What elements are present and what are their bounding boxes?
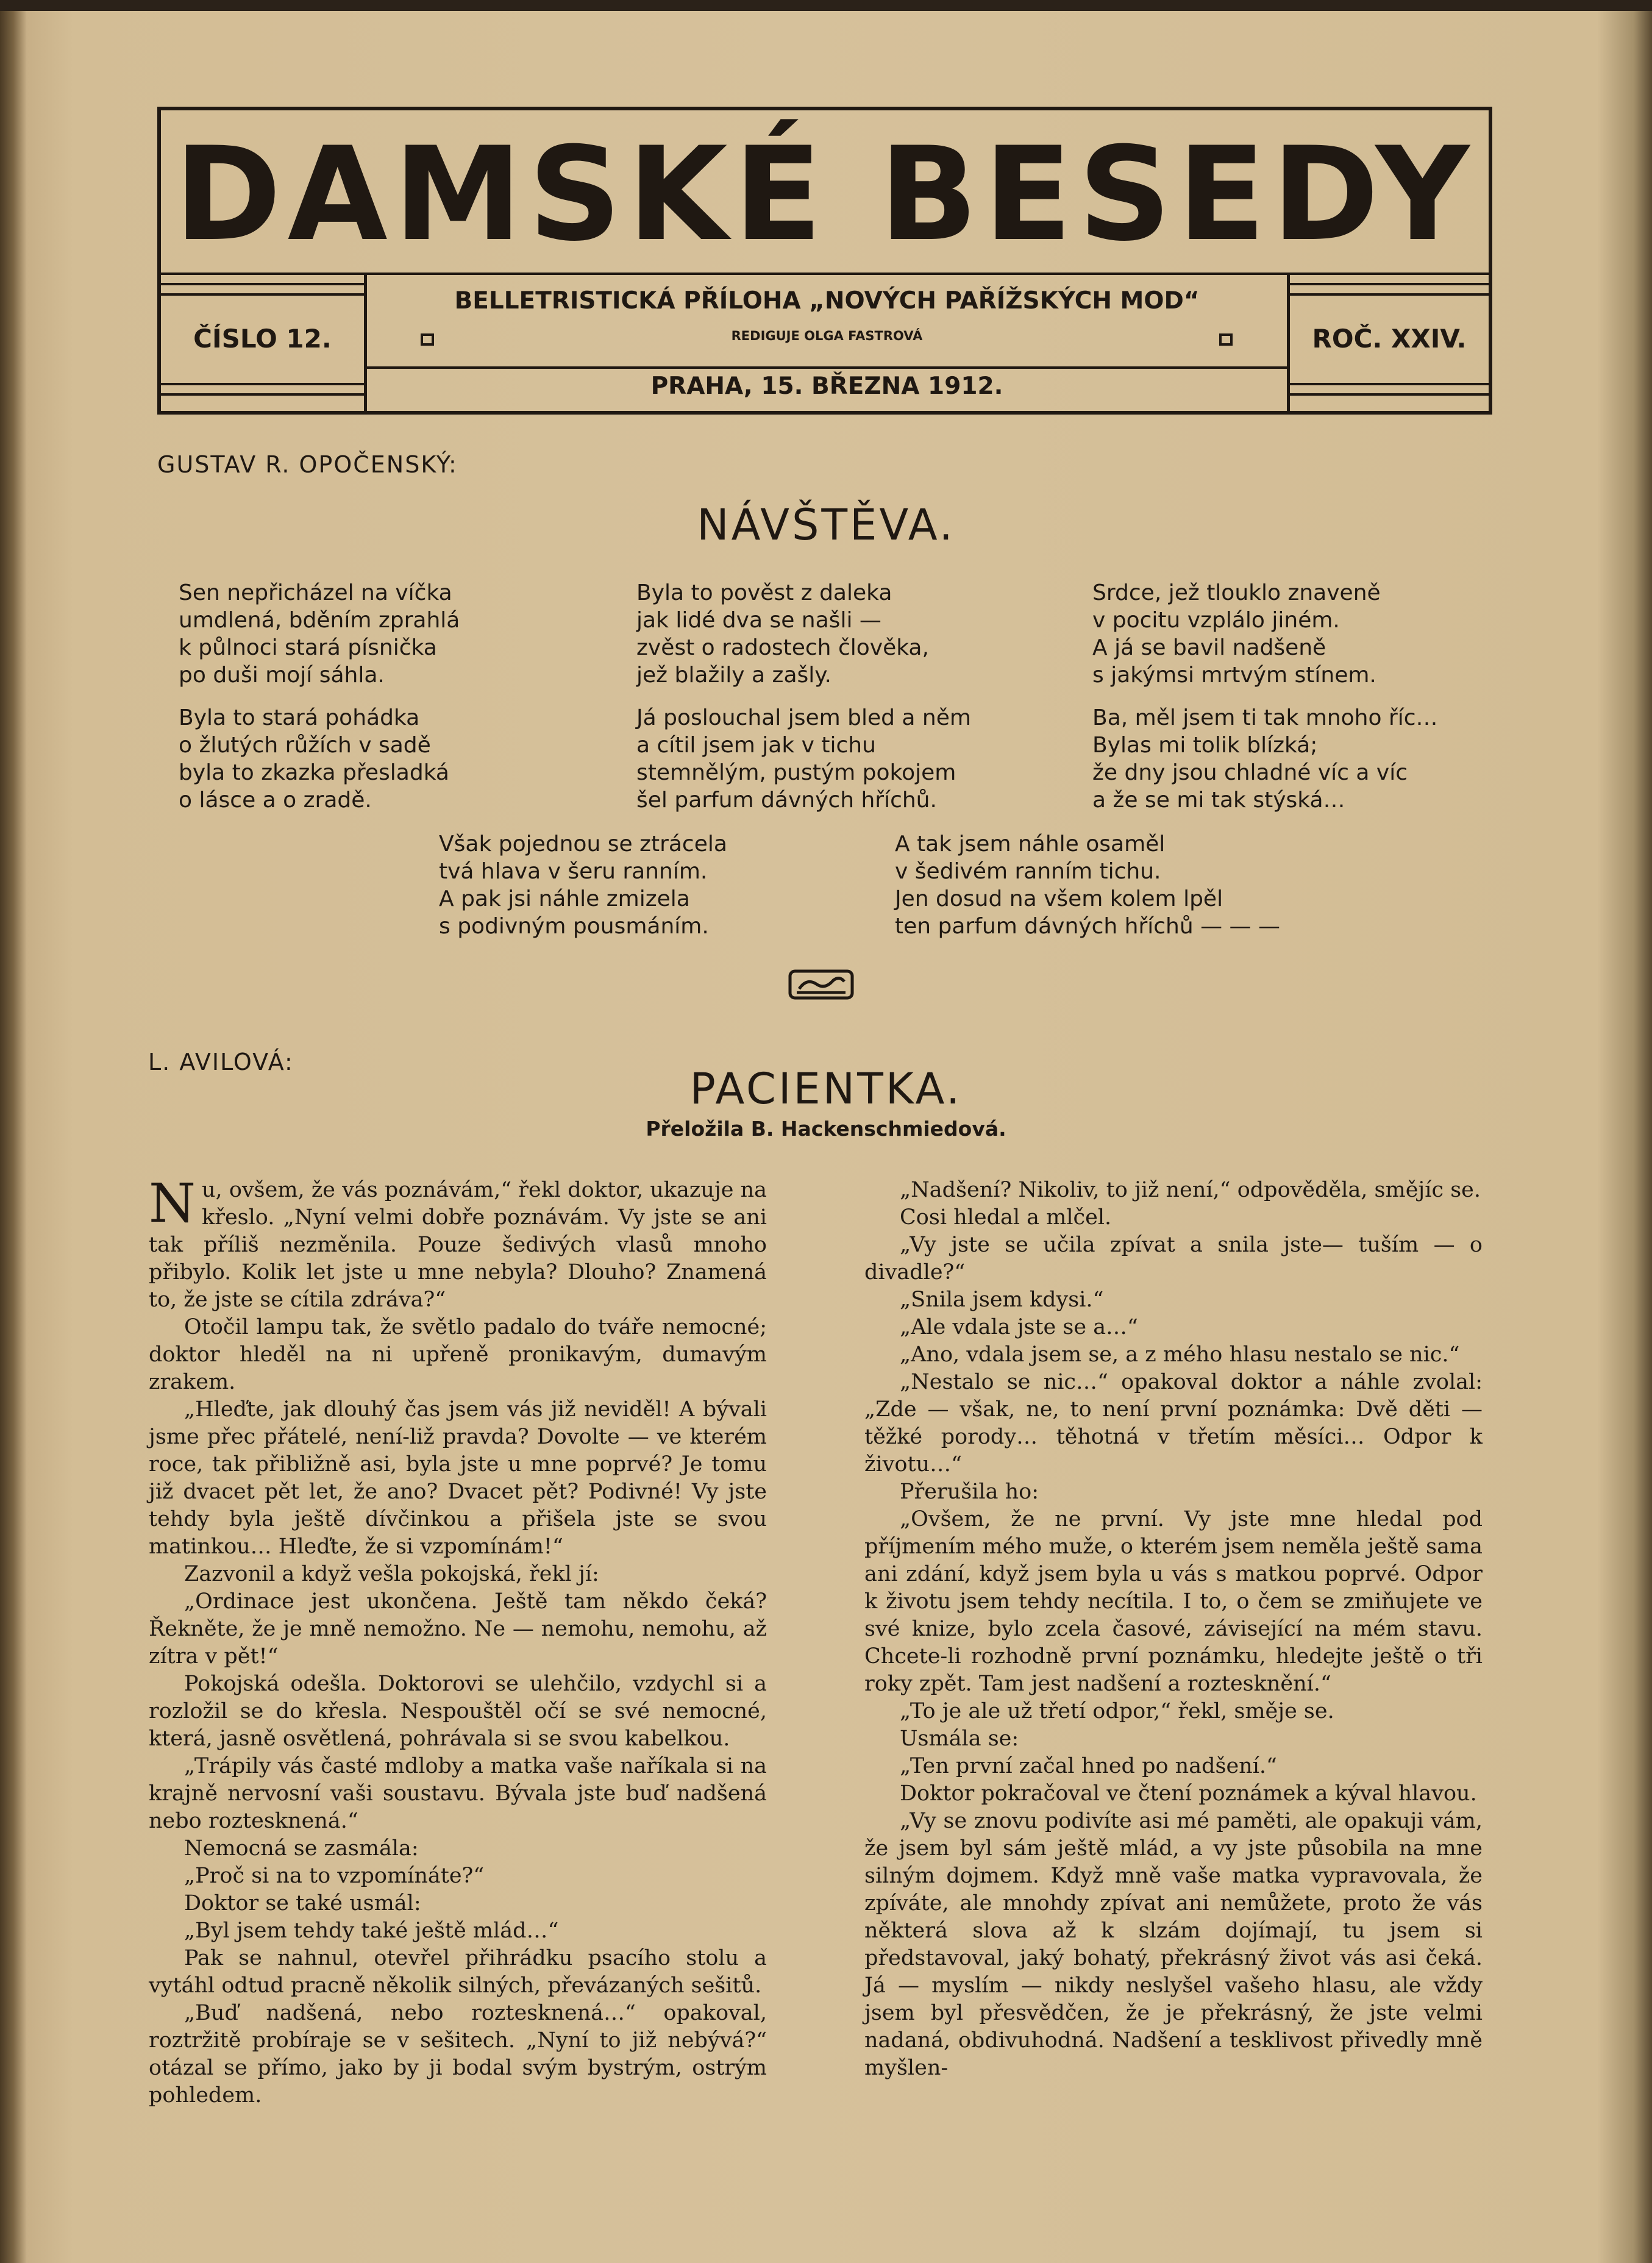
poem-title: NÁVŠTĚVA. — [697, 500, 955, 550]
paragraph: „Byl jsem tehdy také ještě mlád…“ — [184, 1919, 559, 1943]
story-right-column — [864, 1177, 1483, 2082]
place-date: PRAHA, 15. BŘEZNA 1912. — [650, 372, 1003, 400]
poem-line: Ba, měl jsem ti tak mnoho říc… — [1092, 705, 1438, 730]
poem-line: Byla to stará pohádka — [179, 705, 420, 730]
poem-line: A tak jsem náhle osaměl — [895, 832, 1166, 857]
paragraph: Přerušila ho: — [900, 1480, 1039, 1504]
poem-line: Však pojednou se ztrácela — [439, 832, 727, 857]
top-binding-strip — [0, 0, 1652, 11]
issue-number: ČÍSLO 12. — [193, 324, 332, 354]
rule — [161, 383, 364, 385]
paragraph: „Snila jsem kdysi.“ — [900, 1288, 1104, 1312]
story-author: L. AVILOVÁ: — [148, 1049, 294, 1075]
paragraph: Doktor pokračoval ve čtení poznámek a kýval hlavou. — [900, 1781, 1477, 1806]
paragraph: „Vy jste se učila zpívat a snila jste— tuším — o divadle?“ — [864, 1233, 1483, 1285]
poem-line: a že se mi tak stýská… — [1092, 788, 1345, 813]
poem-line: v šedivém ranním tichu. — [895, 859, 1161, 884]
paragraph: „Nestalo se nic…“ opakoval doktor a náhle zvolal: „Zde — však, ne, to není první poznámka: Dvě děti — těžké porody… těhotná v třetím měsíci… Odpor k životu…“ — [864, 1370, 1483, 1477]
poem-stanza — [179, 704, 449, 814]
paragraph: Nu, ovšem, že vás poznávám,“ řekl doktor, ukazuje na křeslo. „Nyní velmi dobře poznávám. Vy jste se ani tak příliš nezměnila. Pouze šedivých vlasů mnoho přibylo. Kolik let jste u mne nebyla? Dlouho? Znamená to, že jste se cítila zdráva?“ — [149, 1172, 767, 1312]
paragraph: „Buď nadšená, nebo roztesknená…“ opakoval, roztržitě probíraje se v sešitech. „Nyní to již nebývá?“ otázal se přímo, jako by ji bodal svým bystrým, ostrým pohledem. — [149, 2001, 767, 2108]
paragraph: „Vy se znovu podivíte asi mé paměti, ale opakuji vám, že jsem byl sám ještě mlád, a vy jste působila na mne silným dojmem. Když mně vaše matka vypravovala, že zpíváte, ale mnohdy zpívat ani nemůžete, proto že vás některá slova až k slzám dojímají, tu jsem si představoval, jaký bohatý, překrásný život vás asi čeká. Já — myslím — nikdy neslyšel vašeho hlasu, ale vždy jsem byl přesvědčen, že je překrásný, že jste velmi nadaná, obdivuhodná. Nadšení a tesklivost přivedly mně myšlen- — [864, 1809, 1483, 2080]
poem-stanza — [636, 579, 929, 689]
rule — [1290, 293, 1489, 296]
paragraph: „Proč si na to vzpomínáte?“ — [184, 1864, 485, 1888]
decorative-ornament-icon — [788, 969, 854, 1000]
paragraph: Zazvonil a když vešla pokojská, řekl jí: — [184, 1562, 599, 1586]
story-translator: Přeložila B. Hackenschmiedová. — [646, 1117, 1006, 1141]
rule — [1290, 283, 1489, 285]
masthead-title: DAMSKÉ BESEDY — [174, 119, 1476, 269]
paragraph: „Ten první začal hned po nadšení.“ — [900, 1754, 1277, 1778]
paragraph: Otočil lampu tak, že světlo padalo do tváře nemocné; doktor hleděl na ni upřeně pronikavým, dumavým zrakem. — [149, 1315, 767, 1394]
story-left-column — [149, 1172, 767, 2109]
poem-line: tvá hlava v šeru ranním. — [439, 859, 708, 884]
editor-line: REDIGUJE OLGA FASTROVÁ — [731, 329, 923, 343]
volume: ROČ. XXIV. — [1312, 324, 1467, 354]
poem-line: o lásce a o zradě. — [179, 788, 372, 813]
rule — [1290, 393, 1489, 396]
poem-line: po duši mojí sáhla. — [179, 663, 385, 688]
rule — [1290, 383, 1489, 385]
paragraph: „Trápily vás časté mdloby a matka vaše naříkala si na krajně nervosní vaši soustavu. Bývala jste buď nadšená nebo roztesknená.“ — [149, 1754, 767, 1833]
poem-line: Srdce, jež tlouklo znaveně — [1092, 580, 1381, 605]
poem-stanza — [895, 830, 1280, 940]
rule — [161, 293, 364, 296]
poem-stanza — [1092, 579, 1381, 689]
paragraph: „To je ale už třetí odpor,“ řekl, směje se. — [900, 1699, 1334, 1723]
paragraph: „Hleďte, jak dlouhý čas jsem vás již neviděl! A bývali jsme přec přátelé, není-liž pravda? Dovolte — ve kterém roce, tak přibližně asi, byla jste u mne poprvé? Je tomu již dvacet pět let, že ano? Dvacet pět? Podivné! Vy jste tehdy byla ještě dívčinkou a přišela jste se svou matinkou… Hleďte, že si vzpomínám!“ — [149, 1397, 767, 1559]
poem-stanza — [636, 704, 971, 814]
poem-line: ten parfum dávných hříchů — — — — [895, 914, 1281, 939]
poem-line: že dny jsou chladné víc a víc — [1092, 760, 1408, 785]
paragraph: „Ano, vdala jsem se, a z mého hlasu nestalo se nic.“ — [900, 1342, 1460, 1367]
paragraph: Pokojská odešla. Doktorovi se ulehčilo, vzdychl si a rozložil se do křesla. Nespouštěl očí se své nemocné, která, jasně osvětlená, pohrávala si se svou kabelkou. — [149, 1672, 767, 1751]
paragraph: Usmála se: — [900, 1727, 1019, 1751]
square-ornament — [1219, 333, 1233, 346]
masthead — [157, 107, 1492, 415]
poem-line: Byla to pověst z daleka — [636, 580, 892, 605]
poem-stanza — [439, 830, 727, 940]
paragraph: „Nadšení? Nikoliv, to již není,“ odpověděla, smějíc se. — [900, 1178, 1481, 1202]
rule — [161, 393, 364, 396]
story-title: PACIENTKA. — [689, 1064, 963, 1114]
poem-line: šel parfum dávných hříchů. — [636, 788, 937, 813]
paragraph: Doktor se také usmál: — [184, 1891, 421, 1916]
rule — [161, 283, 364, 285]
poem-line: s podivným pousmáním. — [439, 914, 709, 939]
poem-author: GUSTAV R. OPOČENSKÝ: — [157, 451, 458, 478]
paragraph: Pak se nahnul, otevřel přihrádku psacího stolu a vytáhl odtud pracně několik silných, převázaných sešitů. — [149, 1946, 767, 1998]
poem-line: Jen dosud na všem kolem lpěl — [895, 886, 1223, 911]
paragraph: „Ordinace jest ukončena. Ještě tam někdo čeká? Řekněte, že je mně nemožno. Ne — nemohu, nemohu, až zítra v pět!“ — [149, 1589, 767, 1669]
rule — [367, 366, 1287, 369]
poem-line: o žlutých růžích v sadě — [179, 733, 431, 758]
paragraph: „Ovšem, že ne první. Vy jste mne hledal pod příjmením mého muže, o kterém jsem neměla ještě sama ani zdání, když jsem byla u vás s matkou poprvé. Odpor k životu jsem tehdy necítila. I to, o čem se zmiňujete ve své knize, bylo zcela časové, závisející na mém stavu. Chcete-li rozhodně první poznámku, hledejte ještě o tři roky zpět. Tam jest nadšení a roztesknění.“ — [864, 1507, 1483, 1696]
poem-line: s jakýmsi mrtvým stínem. — [1092, 663, 1376, 688]
poem-line: stemnělým, pustým pokojem — [636, 760, 956, 785]
poem-line: A pak jsi náhle zmizela — [439, 886, 690, 911]
poem-line: Já poslouchal jsem bled a něm — [636, 705, 971, 730]
poem-line: A já se bavil nadšeně — [1092, 635, 1326, 660]
poem-line: zvěst o radostech člověka, — [636, 635, 929, 660]
poem-line: Sen nepřicházel na víčka — [179, 580, 452, 605]
poem-line: jež blažily a zašly. — [636, 663, 831, 688]
poem-line: jak lidé dva se našli — — [636, 608, 881, 633]
poem-line: v pocitu vzplálo jiném. — [1092, 608, 1340, 633]
paragraph: „Ale vdala jste se a…“ — [900, 1315, 1138, 1339]
paragraph: Cosi hledal a mlčel. — [900, 1205, 1112, 1230]
drop-cap: N — [149, 1172, 196, 1235]
poem-line: Bylas mi tolik blízká; — [1092, 733, 1318, 758]
paragraph: Nemocná se zasmála: — [184, 1836, 419, 1861]
poem-line: a cítil jsem jak v tichu — [636, 733, 876, 758]
poem-stanza — [179, 579, 460, 689]
poem-line: k půlnoci stará písnička — [179, 635, 437, 660]
poem-line: byla to zkazka přesladká — [179, 760, 449, 785]
supplement-line: BELLETRISTICKÁ PŘÍLOHA „NOVÝCH PAŘÍŽSKÝCH MOD“ — [454, 287, 1200, 315]
poem-stanza — [1092, 704, 1438, 814]
poem-line: umdlená, bděním zprahlá — [179, 608, 460, 633]
